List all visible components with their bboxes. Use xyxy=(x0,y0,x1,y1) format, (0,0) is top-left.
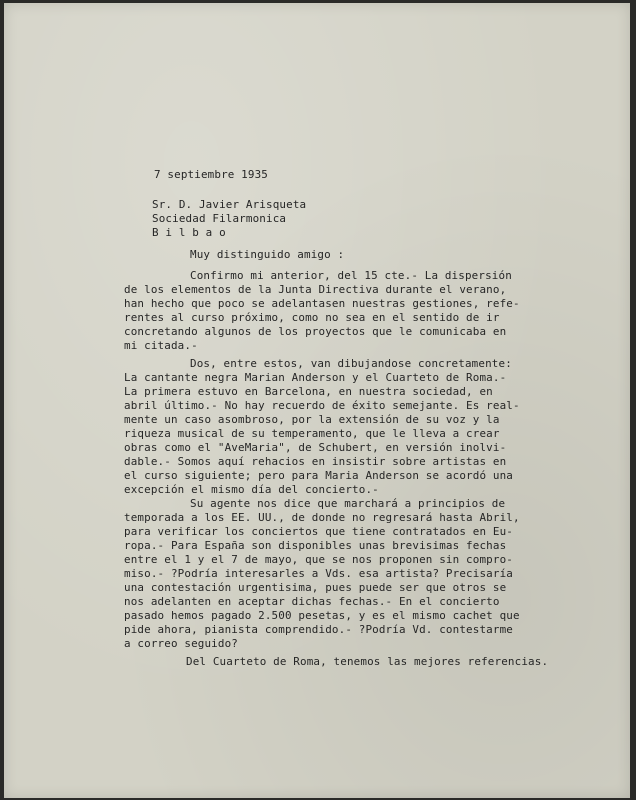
body-line: ropa.- Para España son disponibles unas brevisimas fechas xyxy=(124,539,507,552)
body-line: el curso siguiente; pero para Maria Anderson se acordó una xyxy=(124,469,513,482)
body-line: miso.- ?Podría interesarles a Vds. esa artista? Precisaría xyxy=(124,567,513,580)
body-line: concretando algunos de los proyectos que le comunicaba en xyxy=(124,325,507,338)
body-line: Dos, entre estos, van dibujandose concretamente: xyxy=(190,357,512,370)
body-line: abril último.- No hay recuerdo de éxito semejante. Es real- xyxy=(124,399,520,412)
body-line: nos adelanten en aceptar dichas fechas.- En el concierto xyxy=(124,595,500,608)
body-line: obras como el "AveMaria", de Schubert, en versión inolvi- xyxy=(124,441,507,454)
letter-page xyxy=(4,3,630,798)
body-line: para verificar los conciertos que tiene contratados en Eu- xyxy=(124,525,513,538)
body-line: dable.- Somos aquí rehacios en insistir sobre artistas en xyxy=(124,455,507,468)
body-line: La cantante negra Marian Anderson y el Cuarteto de Roma.- xyxy=(124,371,507,384)
body-line: La primera estuvo en Barcelona, en nuestra sociedad, en xyxy=(124,385,493,398)
body-line: excepción el mismo día del concierto.- xyxy=(124,483,379,496)
body-line: de los elementos de la Junta Directiva durante el verano, xyxy=(124,283,507,296)
body-line: rentes al curso próximo, como no sea en el sentido de ir xyxy=(124,311,500,324)
body-line: riqueza musical de su temperamento, que le lleva a crear xyxy=(124,427,500,440)
body-line: una contestación urgentisima, pues puede ser que otros se xyxy=(124,581,507,594)
recipient-name: Sr. D. Javier Arisqueta xyxy=(152,198,307,211)
letter-date: 7 septiembre 1935 xyxy=(154,168,269,181)
body-line: mente un caso asombroso, por la extensión de su voz y la xyxy=(124,413,500,426)
body-line: mi citada.- xyxy=(124,339,198,352)
body-line: Del Cuarteto de Roma, tenemos las mejores referencias. xyxy=(186,655,549,668)
body-line: Confirmo mi anterior, del 15 cte.- La dispersión xyxy=(190,269,512,282)
body-line: Su agente nos dice que marchará a principios de xyxy=(190,497,506,510)
body-line: temporada a los EE. UU., de donde no regresará hasta Abril, xyxy=(124,511,520,524)
body-line: han hecho que poco se adelantasen nuestras gestiones, refe- xyxy=(124,297,520,310)
body-line: entre el 1 y el 7 de mayo, que se nos proponen sin compro- xyxy=(124,553,513,566)
recipient-city: B i l b a o xyxy=(152,226,226,239)
body-line: a correo seguido? xyxy=(124,637,239,650)
body-line: pide ahora, pianista comprendido.- ?Podría Vd. contestarme xyxy=(124,623,513,636)
salutation: Muy distinguido amigo : xyxy=(190,248,345,261)
recipient-organization: Sociedad Filarmonica xyxy=(152,212,287,225)
body-line: pasado hemos pagado 2.500 pesetas, y es el mismo cachet que xyxy=(124,609,520,622)
